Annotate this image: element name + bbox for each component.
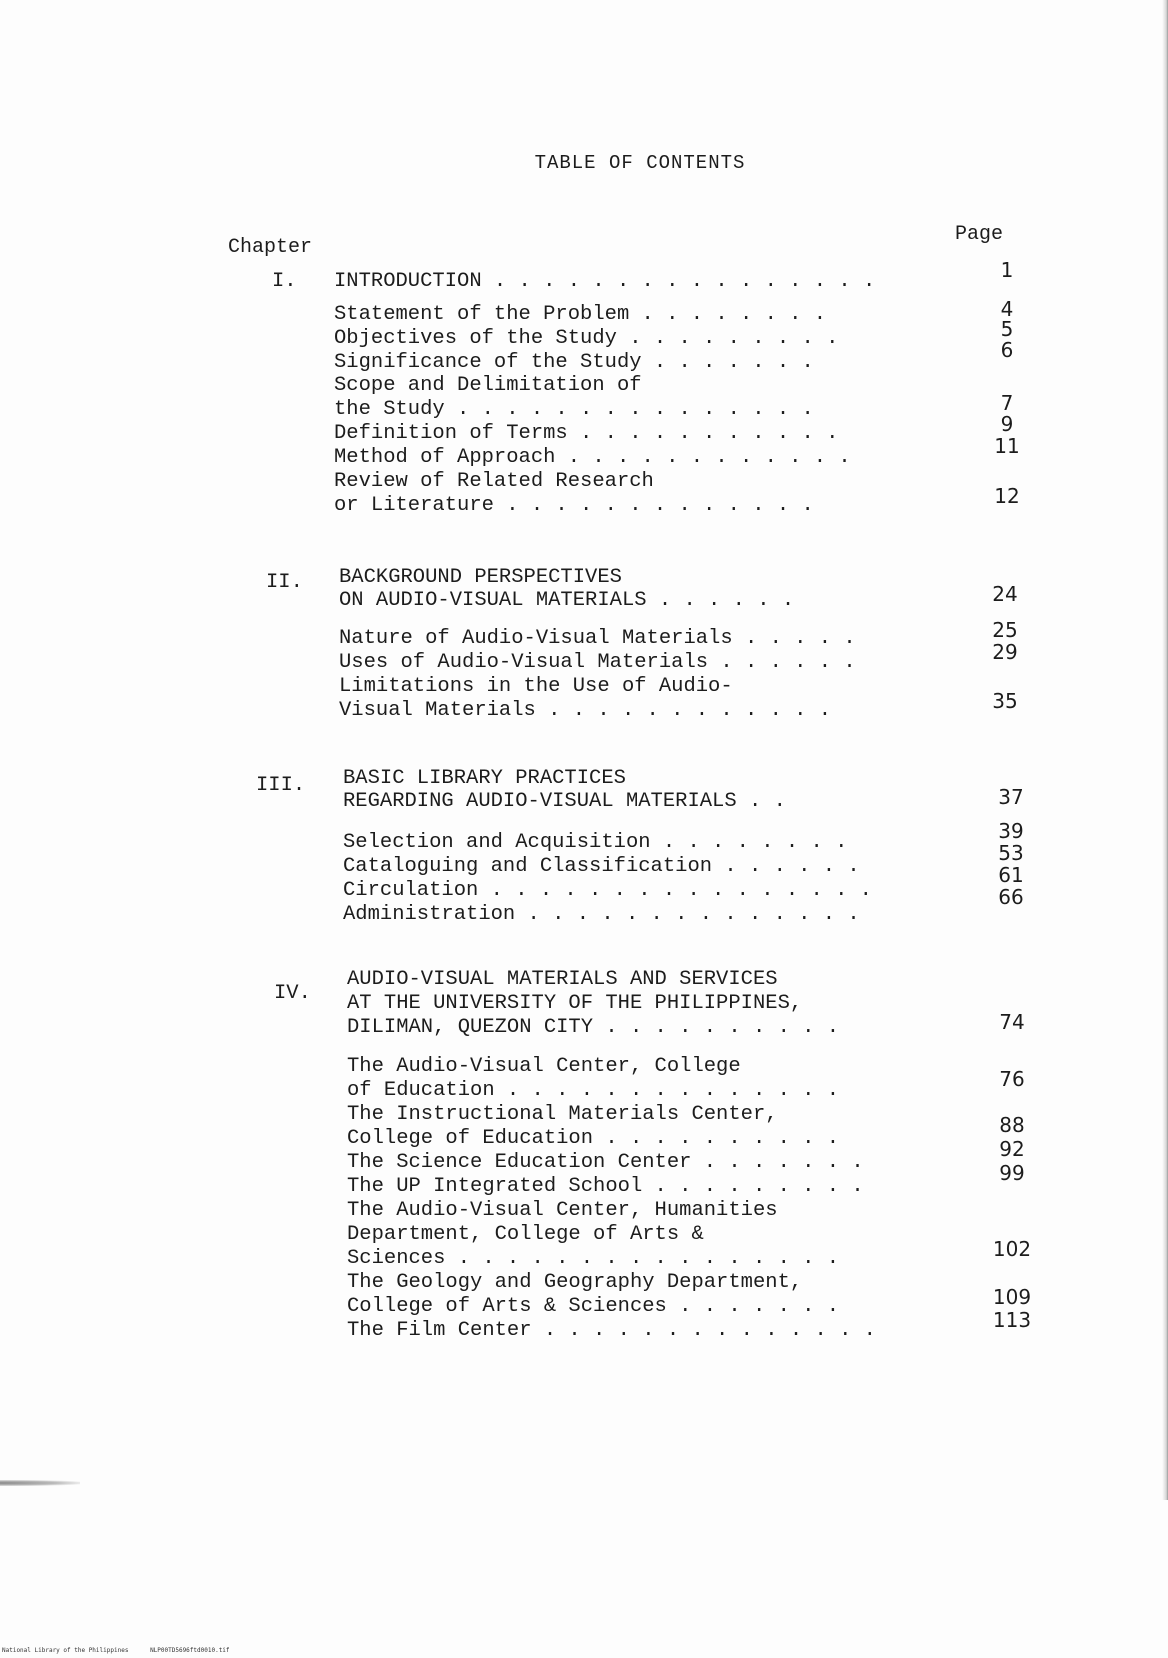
section-entry: Significance of the Study . . . . . . . [334, 351, 814, 374]
section-page-number: 35 [992, 689, 1018, 713]
section-entry: Statement of the Problem . . . . . . . . [334, 303, 827, 326]
section-page-number: 102 [992, 1237, 1032, 1261]
chapter-page-number: 1 [1000, 258, 1014, 282]
section-entry: Administration . . . . . . . . . . . . . . [343, 903, 860, 926]
section-entry: The UP Integrated School . . . . . . . . . [347, 1175, 864, 1198]
chapter-numeral: I. [272, 270, 297, 293]
section-page-number: 39 [998, 819, 1024, 843]
page-edge-shadow [1162, 0, 1168, 1500]
section-page-number: 113 [992, 1308, 1032, 1332]
chapter-heading: BACKGROUND PERSPECTIVES [339, 566, 622, 589]
section-entry: The Audio-Visual Center, College [347, 1055, 741, 1078]
chapter-heading-continued: AT THE UNIVERSITY OF THE PHILIPPINES, [347, 992, 803, 1015]
chapter-heading-continued: DILIMAN, QUEZON CITY . . . . . . . . . . [347, 1016, 840, 1039]
section-page-number: 92 [999, 1137, 1025, 1161]
section-page-number: 12 [994, 484, 1020, 508]
chapter-heading: BASIC LIBRARY PRACTICES [343, 767, 626, 790]
section-page-number: 99 [999, 1161, 1025, 1185]
section-entry: The Film Center . . . . . . . . . . . . . . [347, 1319, 876, 1342]
scan-footer [2, 1647, 248, 1654]
section-page-number: 4 [1000, 297, 1014, 321]
section-entry: Method of Approach . . . . . . . . . . . . [334, 446, 851, 469]
section-entry-continued: the Study . . . . . . . . . . . . . . . [334, 398, 814, 421]
section-page-number: 6 [1000, 338, 1014, 362]
section-entry: The Audio-Visual Center, Humanities [347, 1199, 778, 1222]
footer-source: National Library of the Philippines [2, 1647, 129, 1654]
section-entry: Objectives of the Study . . . . . . . . . [334, 327, 839, 350]
chapter-numeral: IV. [274, 982, 311, 1005]
section-entry-continued: College of Arts & Sciences . . . . . . . [347, 1295, 840, 1318]
section-page-number: 7 [1000, 391, 1014, 415]
chapter-numeral: III. [256, 774, 306, 797]
section-page-number: 61 [998, 863, 1024, 887]
section-entry-continued: of Education . . . . . . . . . . . . . . [347, 1079, 840, 1102]
section-entry: Cataloguing and Classification . . . . . . [343, 855, 860, 878]
section-entry: Selection and Acquisition . . . . . . . . [343, 831, 848, 854]
section-entry: The Geology and Geography Department, [347, 1271, 803, 1294]
chapter-page-number: 37 [998, 785, 1024, 809]
section-page-number: 76 [999, 1067, 1025, 1091]
section-entry: Uses of Audio-Visual Materials . . . . . . [339, 651, 856, 674]
section-page-number: 11 [994, 434, 1020, 458]
section-page-number: 25 [992, 618, 1018, 642]
section-entry: Scope and Delimitation of [334, 374, 642, 397]
chapter-heading: INTRODUCTION . . . . . . . . . . . . . . . . [334, 270, 876, 293]
footer-file: NLP00TD5696ftd0010.tif [150, 1647, 230, 1654]
page-column-header: Page [955, 223, 1004, 246]
scan-smudge [0, 1480, 80, 1486]
section-entry: Circulation . . . . . . . . . . . . . . . . [343, 879, 872, 902]
section-page-number: 9 [1000, 412, 1014, 436]
section-entry-continued: Sciences . . . . . . . . . . . . . . . . [347, 1247, 840, 1270]
section-page-number: 88 [999, 1113, 1025, 1137]
section-entry: Definition of Terms . . . . . . . . . . . [334, 422, 839, 445]
chapter-page-number: 24 [992, 582, 1018, 606]
chapter-heading-continued: REGARDING AUDIO-VISUAL MATERIALS . . [343, 790, 786, 813]
section-entry: The Science Education Center . . . . . . . [347, 1151, 864, 1174]
section-entry-continued: Department, College of Arts & [347, 1223, 704, 1246]
section-entry: The Instructional Materials Center, [347, 1103, 778, 1126]
section-entry-continued: or Literature . . . . . . . . . . . . . [334, 494, 814, 517]
section-entry: Review of Related Research [334, 470, 654, 493]
chapter-page-number: 74 [999, 1010, 1025, 1034]
section-entry: Limitations in the Use of Audio- [339, 675, 733, 698]
section-page-number: 29 [992, 640, 1018, 664]
section-entry-continued: Visual Materials . . . . . . . . . . . . [339, 699, 832, 722]
chapter-numeral: II. [266, 571, 303, 594]
section-page-number: 5 [1000, 317, 1014, 341]
page-title: TABLE OF CONTENTS [534, 152, 746, 174]
section-page-number: 109 [992, 1285, 1032, 1309]
chapter-column-header: Chapter [228, 236, 313, 259]
section-page-number: 66 [998, 885, 1024, 909]
section-page-number: 53 [998, 841, 1024, 865]
section-entry-continued: College of Education . . . . . . . . . . [347, 1127, 840, 1150]
chapter-heading: AUDIO-VISUAL MATERIALS AND SERVICES [347, 968, 778, 991]
section-entry: Nature of Audio-Visual Materials . . . . . [339, 627, 856, 650]
chapter-heading-continued: ON AUDIO-VISUAL MATERIALS . . . . . . [339, 589, 795, 612]
